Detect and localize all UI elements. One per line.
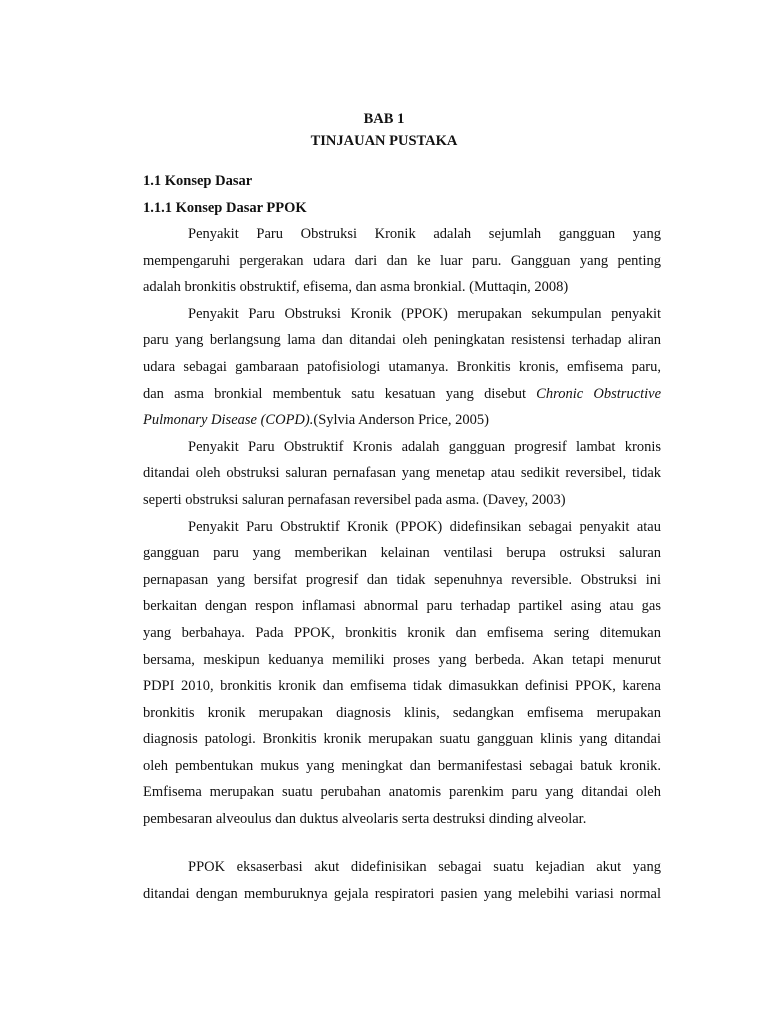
text-line: ditandai oleh obstruksi saluran pernafasan yang menetap atau sedikit reversibel, tidak: [143, 465, 661, 482]
text-line: udara sebagai gambaraan patofisiologi utamanya. Bronkitis kronis, emfisema paru,: [143, 358, 661, 375]
paragraph-group-2: [143, 854, 661, 907]
text-line: pernapasan yang bersifat progresif dan tidak sepenuhnya reversible. Obstruksi ini: [143, 571, 661, 588]
text-line: Penyakit Paru Obstruktif Kronis adalah gangguan progresif lambat kronis: [188, 438, 661, 455]
section-heading-1-1-1: 1.1.1 Konsep Dasar PPOK: [143, 200, 307, 216]
text-line: Penyakit Paru Obstruksi Kronik (PPOK) merupakan sekumpulan penyakit: [188, 305, 661, 322]
text-line: mempengaruhi pergerakan udara dari dan ke luar paru. Gangguan yang penting: [143, 252, 661, 269]
copd-term-italic: Chronic Obstructive: [536, 385, 661, 402]
text-line: [143, 407, 661, 434]
text-line: seperti obstruksi saluran pernafasan reversibel pada asma. (Davey, 2003): [143, 491, 566, 508]
text-line: yang berbahaya. Pada PPOK, bronkitis kronik dan emfisema sering ditemukan: [143, 624, 661, 641]
section-heading-1-1: 1.1 Konsep Dasar: [143, 173, 253, 189]
text-line: berkaitan dengan respon inflamasi abnormal paru terhadap partikel asing atau gas: [143, 598, 661, 615]
text-line: Emfisema merupakan suatu perubahan anatomis parenkim paru yang ditandai oleh: [143, 784, 661, 801]
text-line: [143, 381, 661, 408]
text-line: adalah bronkitis obstruktif, efisema, dan asma bronkial. (Muttaqin, 2008): [143, 279, 569, 296]
text-line: bersama, meskipun keduanya memiliki proses yang berbeda. Akan tetapi menurut: [143, 651, 661, 668]
copd-term-italic: Pulmonary Disease (COPD).: [143, 412, 314, 429]
text-line: Penyakit Paru Obstruksi Kronik adalah sejumlah gangguan yang: [188, 226, 661, 242]
chapter-label: BAB 1: [363, 111, 405, 127]
text-line: paru yang berlangsung lama dan ditandai oleh peningkatan resistensi terhadap aliran: [143, 332, 661, 349]
text-line: PDPI 2010, bronkitis kronik dan emfisema tidak dimasukkan definisi PPOK, karena: [143, 678, 661, 695]
text-line: pembesaran alveoulus dan duktus alveolaris serta destruksi dinding alveolar.: [143, 811, 587, 828]
text-line: diagnosis patologi. Bronkitis kronik merupakan suatu gangguan klinis yang ditandai: [143, 731, 661, 748]
paragraph-group-1: [143, 221, 661, 833]
text-line: PPOK eksaserbasi akut didefinisikan sebagai suatu kejadian akut yang: [188, 859, 661, 875]
text-line: bronkitis kronik merupakan diagnosis klinis, sedangkan emfisema merupakan: [143, 704, 661, 721]
text-line: gangguan paru yang memberikan kelainan ventilasi berupa ostruksi saluran: [143, 545, 661, 562]
chapter-title: TINJAUAN PUSTAKA: [310, 133, 458, 149]
copd-line-text: dan asma bronkial membentuk satu kesatuan yang disebut: [143, 385, 526, 402]
citation: (Sylvia Anderson Price, 2005): [313, 412, 489, 429]
text-line: oleh pembentukan mukus yang meningkat dan bermanifestasi sebagai batuk kronik.: [143, 757, 661, 774]
text-line: ditandai dengan memburuknya gejala respiratori pasien yang melebihi variasi normal: [143, 885, 661, 902]
text-line: Penyakit Paru Obstruktif Kronik (PPOK) didefinsikan sebagai penyakit atau: [188, 518, 661, 535]
